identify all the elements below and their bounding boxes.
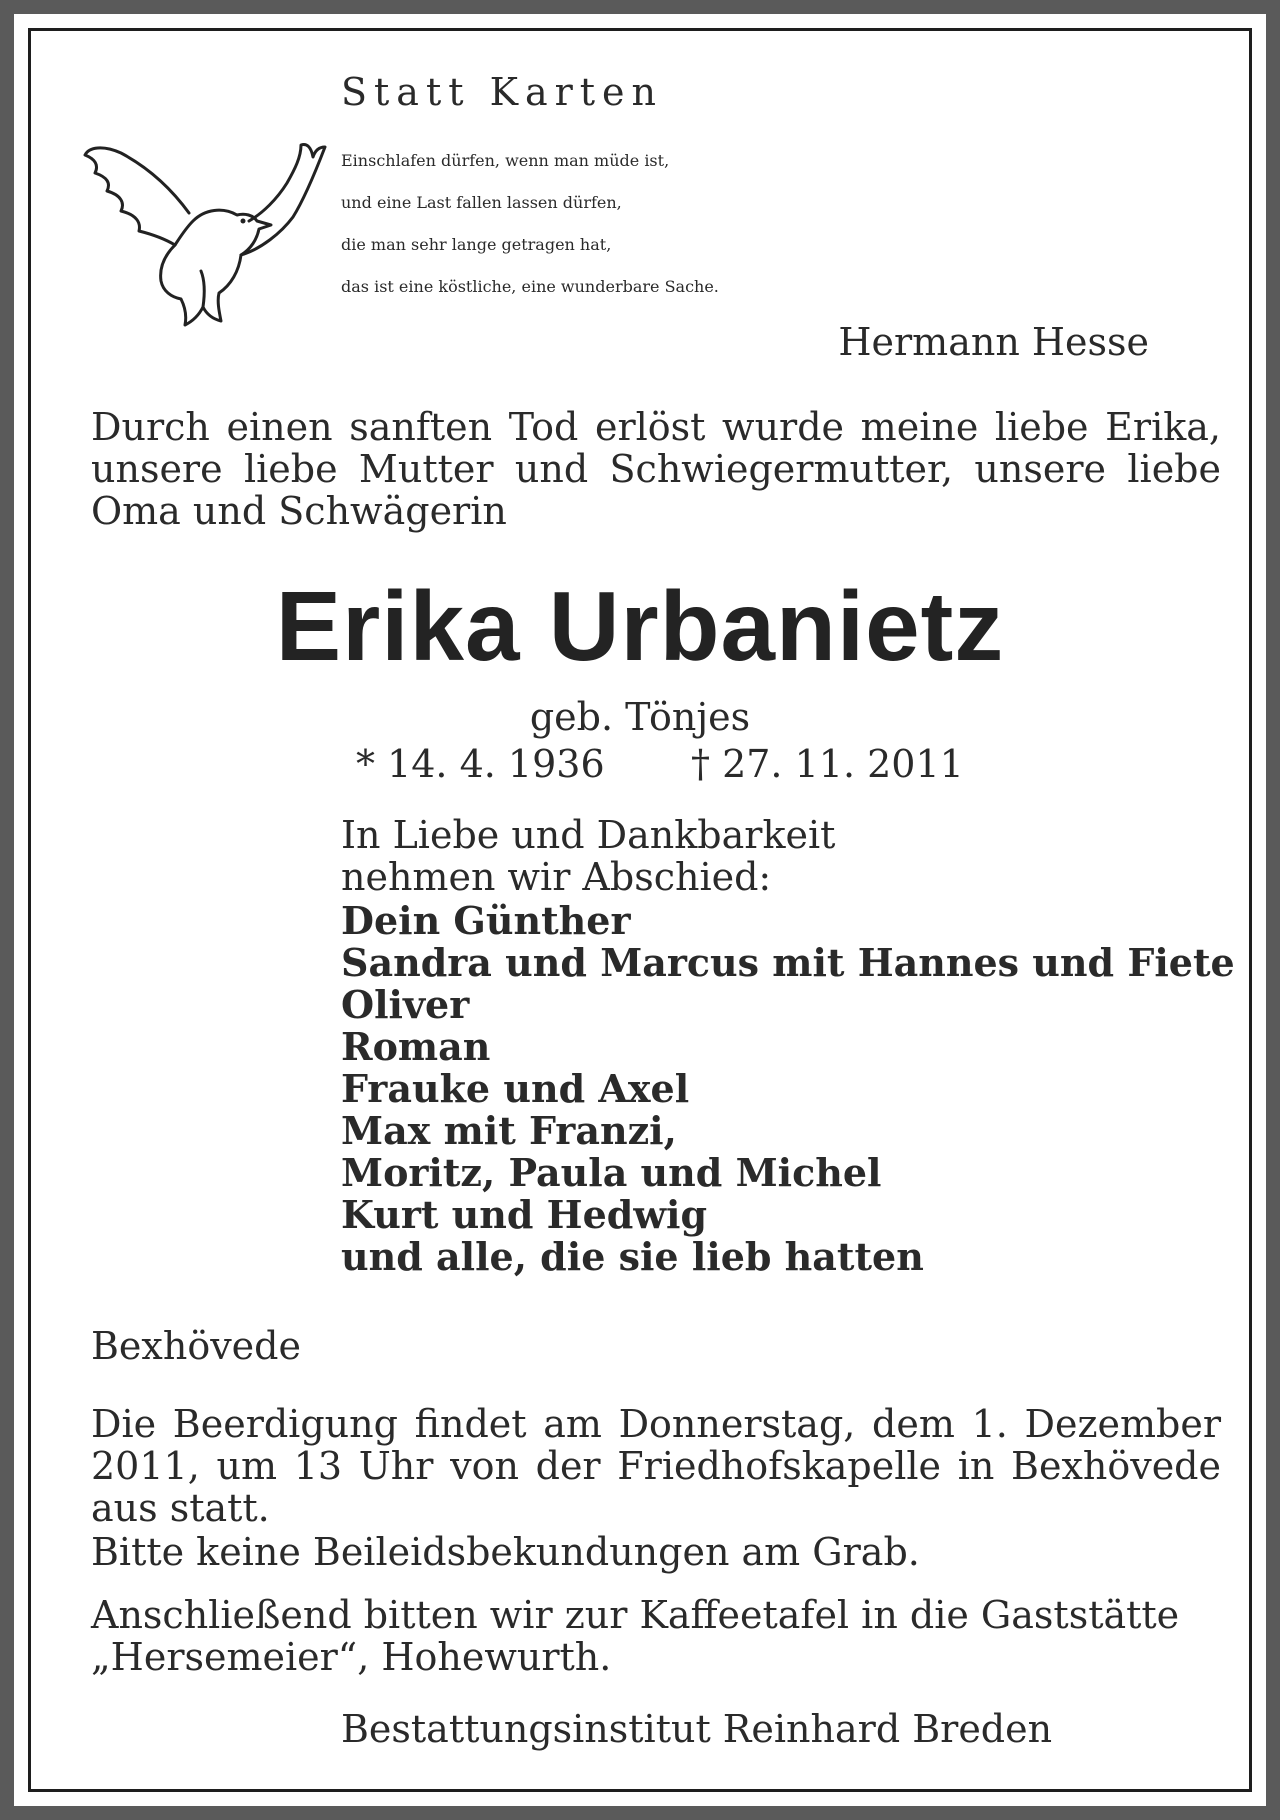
farewell-line: nehmen wir Abschied:: [341, 855, 772, 899]
poem-line: das ist eine köstliche, eine wunderbare Sache.: [341, 277, 719, 296]
funeral-line: 2011, um 13 Uhr von der Friedhofskapelle in Bexhövede: [91, 1444, 1221, 1488]
request-text: Bitte keine Beileidsbekundungen am Grab.: [91, 1530, 920, 1574]
farewell-text: [341, 814, 835, 898]
coffee-line: Anschließend bitten wir zur Kaffeetafel in die Gaststätte: [91, 1593, 1180, 1637]
death-date: † 27. 11. 2011: [691, 742, 964, 786]
mourner-item: Oliver: [341, 982, 470, 1027]
mourner-item: Sandra und Marcus mit Hannes und Fiete: [341, 940, 1235, 985]
mourner-item: Max mit Franzi,: [341, 1108, 677, 1153]
intro-line: Oma und Schwägerin: [91, 489, 507, 533]
funeral-line: Die Beerdigung findet am Donnerstag, dem 1. Dezember: [91, 1402, 1221, 1446]
intro-paragraph: [91, 406, 1221, 532]
poem-quote: [341, 151, 1211, 319]
funeral-paragraph: [91, 1403, 1221, 1529]
place-name: [91, 1325, 1221, 1367]
place-text: Bexhövede: [91, 1324, 301, 1368]
maiden-name: geb. Tönjes: [529, 695, 751, 739]
poem-line: und eine Last fallen lassen dürfen,: [341, 193, 622, 212]
mourner-item: Frauke und Axel: [341, 1066, 690, 1111]
mourner-item: und alle, die sie lieb hatten: [341, 1234, 924, 1279]
poem-line: Einschlafen dürfen, wenn man müde ist,: [341, 151, 670, 170]
mourner-item: Dein Günther: [341, 898, 631, 943]
mourner-item: Moritz, Paula und Michel: [341, 1150, 882, 1195]
coffee-line: „Hersemeier“, Hohewurth.: [91, 1635, 612, 1679]
mourners-list: [341, 900, 1235, 1278]
quote-author: Hermann Hesse: [838, 320, 1149, 364]
intro-line: Durch einen sanften Tod erlöst wurde meine liebe Erika,: [91, 405, 1221, 449]
deceased-name: Erika Urbanietz: [275, 571, 1005, 681]
dove-icon: [81, 121, 331, 331]
birth-date: * 14. 4. 1936: [356, 742, 605, 786]
coffee-paragraph: [91, 1594, 1221, 1678]
funeral-line: aus statt.: [91, 1486, 270, 1530]
poem-line: die man sehr lange getragen hat,: [341, 235, 612, 254]
intro-line: unsere liebe Mutter und Schwiegermutter, unsere liebe: [91, 447, 1221, 491]
mourner-item: Roman: [341, 1024, 491, 1069]
undertaker-name: Bestattungsinstitut Reinhard Breden: [341, 1707, 1053, 1751]
mourner-item: Kurt und Hedwig: [341, 1192, 708, 1237]
farewell-line: In Liebe und Dankbarkeit: [341, 813, 836, 857]
notice-inner-frame: [28, 28, 1252, 1792]
statt-karten-heading: Statt Karten: [341, 70, 664, 114]
request-paragraph: [91, 1531, 1221, 1573]
